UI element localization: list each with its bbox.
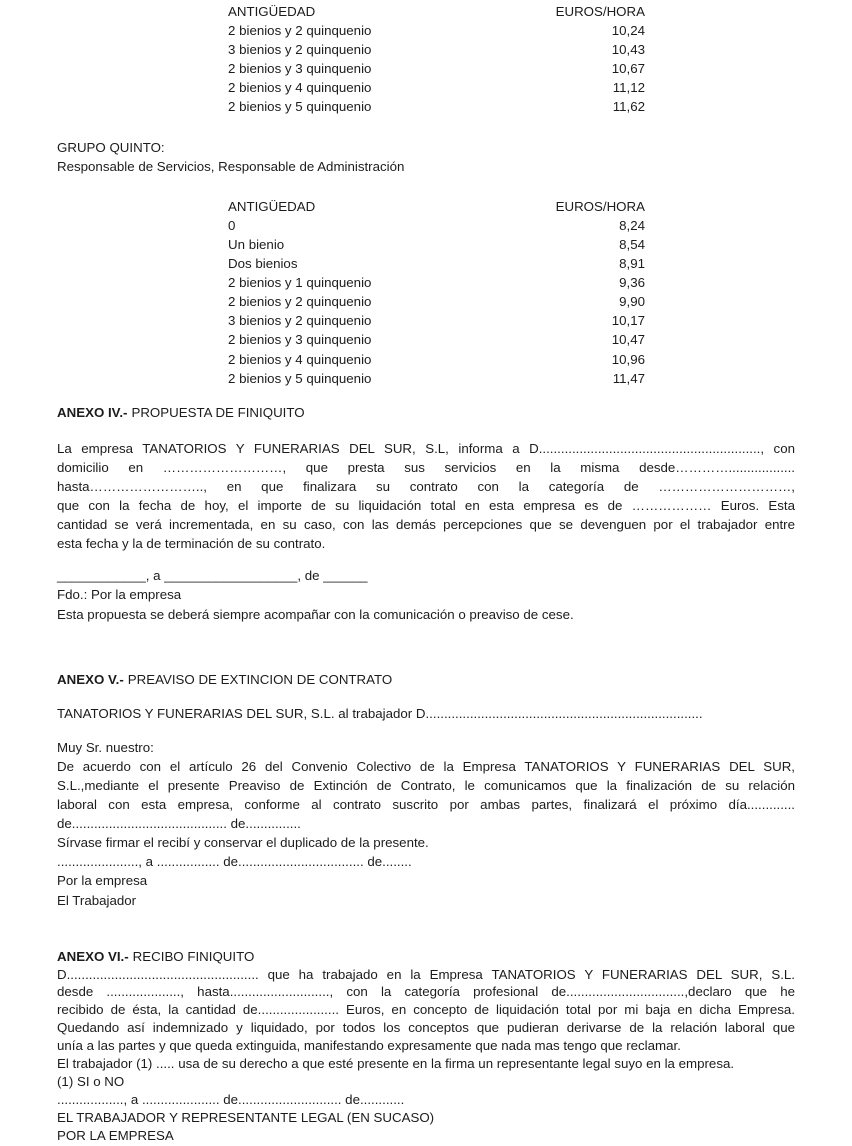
cell-euros-hora: 10,43	[611, 42, 645, 58]
cell-antiguedad: 2 bienios y 4 quinquenio	[228, 351, 372, 367]
anexo-v-sirvase-line: Sírvase firmar el recibí y conservar el duplicado de la presente.	[57, 835, 429, 851]
paragraph-line: desde ...................., hasta..........................., con la categoría profesional de................................,declaro que he	[57, 984, 795, 1000]
anexo-iv-heading	[57, 403, 795, 422]
anexo-v-heading	[57, 670, 795, 689]
cell-antiguedad: 0	[228, 217, 236, 233]
cell-euros-hora: 10,24	[611, 23, 645, 39]
anexo-iv-paragraph	[57, 439, 795, 554]
cell-euros-hora: 11,47	[612, 370, 645, 386]
anexo-iv-title: PROPUESTA DE FINIQUITO	[131, 404, 305, 420]
table-row	[228, 350, 645, 369]
table-header-row	[228, 2, 645, 21]
table-row	[228, 59, 645, 78]
anexo-vi-label: ANEXO VI.-	[57, 948, 129, 964]
paragraph-line: cantidad se verá incrementada, en su caso, con las demás percepciones que se devenguen por el trabajador entre	[57, 517, 795, 533]
anexo-iv-label: ANEXO IV.-	[57, 404, 128, 420]
paragraph-line: unía a las partes y que queda extinguida, manifestando expresamente que nada mas tengo que reclamar.	[57, 1038, 681, 1054]
anexo-iv-note-line: Esta propuesta se deberá siempre acompañar con la comunicación o preaviso de cese.	[57, 606, 574, 622]
cell-euros-hora: 8,24	[619, 217, 645, 233]
paragraph-line: Quedando así indemnizado y liquidado, por todos los conceptos que pudieran derivarse de la relación laboral que	[57, 1020, 795, 1036]
column-header-antiguedad: ANTIGÜEDAD	[228, 4, 316, 19]
table-row	[228, 235, 645, 254]
table-row	[228, 78, 645, 97]
anexo-iv-fdo-line: Fdo.: Por la empresa	[57, 587, 182, 603]
anexo-v-paragraph	[57, 757, 795, 833]
table-row	[228, 369, 645, 388]
table-header-row	[228, 197, 645, 216]
rates-table-grupo-cuarto	[228, 2, 645, 117]
anexo-v-date-blank-line: ......................, a ................. de.................................. de........	[57, 854, 412, 870]
cell-antiguedad: 2 bienios y 2 quinquenio	[228, 23, 372, 39]
table-row	[228, 273, 645, 292]
cell-antiguedad: 2 bienios y 3 quinquenio	[228, 332, 372, 348]
table-row	[228, 254, 645, 273]
cell-euros-hora: 9,90	[619, 294, 645, 310]
cell-antiguedad: Dos bienios	[228, 256, 298, 272]
cell-euros-hora: 11,62	[612, 99, 645, 115]
table-row	[228, 97, 645, 116]
anexo-vi-paragraph	[57, 966, 795, 1056]
anexo-v-addressee-line: TANATORIOS Y FUNERARIAS DEL SUR, S.L. al trabajador D...........................................................................	[57, 705, 703, 721]
anexo-vi-section	[57, 948, 795, 1145]
table-row	[228, 40, 645, 59]
cell-euros-hora: 10,96	[611, 351, 645, 367]
paragraph-line: recibido de ésta, la cantidad de...................... Euros, en concepto de liquidación total por mi baja en dicha Empresa.	[57, 1002, 795, 1018]
table-row	[228, 292, 645, 311]
paragraph-line: esta fecha y la de terminación de su contrato.	[57, 536, 326, 552]
cell-euros-hora: 9,36	[619, 275, 645, 291]
anexo-v-title: PREAVISO DE EXTINCION DE CONTRATO	[127, 671, 393, 687]
grupo-quinto-section	[57, 138, 795, 176]
anexo-v-label: ANEXO V.-	[57, 671, 124, 687]
anexo-vi-trabajador-line: El trabajador (1) ..... usa de su derecho a que esté presente en la firma un representante legal suyo en la empresa.	[57, 1056, 735, 1072]
anexo-v-section	[57, 670, 795, 910]
paragraph-line: domicilio en ………………………, que presta sus servicios en la misma desde…………..................	[57, 459, 795, 475]
paragraph-line: La empresa TANATORIOS Y FUNERARIAS DEL SUR, S.L, informa a D............................................................, con	[57, 440, 795, 456]
anexo-vi-title: RECIBO FINIQUITO	[132, 948, 255, 964]
anexo-v-signer-empresa: Por la empresa	[57, 873, 148, 889]
paragraph-line: hasta…………………….., en que finalizara su contrato con la categoría de …………………………,	[57, 478, 795, 494]
anexo-vi-signer-trabajador-representante: EL TRABAJADOR Y REPRESENTANTE LEGAL (EN SUCASO)	[57, 1109, 435, 1125]
anexo-vi-signer-empresa: POR LA EMPRESA	[57, 1127, 174, 1143]
anexo-vi-si-no-note: (1) SI o NO	[57, 1074, 125, 1089]
column-header-euros-hora: EUROS/HORA	[555, 4, 645, 19]
cell-antiguedad: 2 bienios y 1 quinquenio	[228, 275, 372, 291]
paragraph-line: de.......................................... de...............	[57, 816, 301, 832]
grupo-quinto-title: GRUPO QUINTO:	[57, 139, 165, 155]
cell-antiguedad: 2 bienios y 3 quinquenio	[228, 61, 372, 77]
cell-euros-hora: 10,17	[611, 313, 645, 329]
cell-antiguedad: 2 bienios y 5 quinquenio	[228, 370, 372, 386]
table-row	[228, 330, 645, 349]
anexo-iv-section	[57, 403, 795, 624]
anexo-vi-date-blank-line: .................., a ..................... de............................ de............	[57, 1091, 405, 1107]
paragraph-line: laboral con esta empresa, conforme al contrato suscrito por ambas partes, finalizará el próximo día.............	[57, 797, 795, 813]
table-row	[228, 21, 645, 40]
table-row	[228, 311, 645, 330]
column-header-euros-hora: EUROS/HORA	[555, 198, 645, 214]
cell-antiguedad: 2 bienios y 5 quinquenio	[228, 99, 372, 115]
cell-euros-hora: 11,12	[612, 80, 645, 96]
anexo-vi-heading	[57, 948, 795, 966]
column-header-antiguedad: ANTIGÜEDAD	[228, 198, 316, 214]
table-row	[228, 216, 645, 235]
paragraph-line: D.................................................... que ha trabajado en la Empresa TANATORIOS Y FUNERARIAS DEL SUR, S.L.	[57, 966, 795, 982]
cell-antiguedad: Un bienio	[228, 236, 285, 252]
paragraph-line: que con la fecha de hoy, el importe de su liquidación total en esta empresa es de ……………… Euros. Esta	[57, 498, 795, 514]
anexo-v-salutation: Muy Sr. nuestro:	[57, 739, 154, 755]
cell-euros-hora: 8,91	[619, 256, 645, 272]
cell-euros-hora: 10,67	[611, 61, 645, 77]
cell-euros-hora: 8,54	[619, 236, 645, 252]
cell-antiguedad: 3 bienios y 2 quinquenio	[228, 313, 372, 329]
paragraph-line: De acuerdo con el artículo 26 del Convenio Colectivo de la Empresa TANATORIOS Y FUNERARIAS DEL SUR,	[57, 758, 795, 774]
cell-euros-hora: 10,47	[611, 332, 645, 348]
paragraph-line: S.L.,mediante el presente Preaviso de Extinción de Contrato, le comunicamos que la finalización de su relación	[57, 778, 795, 793]
anexo-v-signer-trabajador: El Trabajador	[57, 892, 137, 908]
cell-antiguedad: 2 bienios y 2 quinquenio	[228, 294, 372, 310]
cell-antiguedad: 3 bienios y 2 quinquenio	[228, 42, 372, 58]
cell-antiguedad: 2 bienios y 4 quinquenio	[228, 80, 372, 96]
grupo-quinto-subtitle: Responsable de Servicios, Responsable de Administración	[57, 158, 405, 174]
anexo-iv-date-blank-line: ____________, a __________________, de ______	[57, 568, 368, 584]
rates-table-grupo-quinto	[228, 197, 645, 388]
